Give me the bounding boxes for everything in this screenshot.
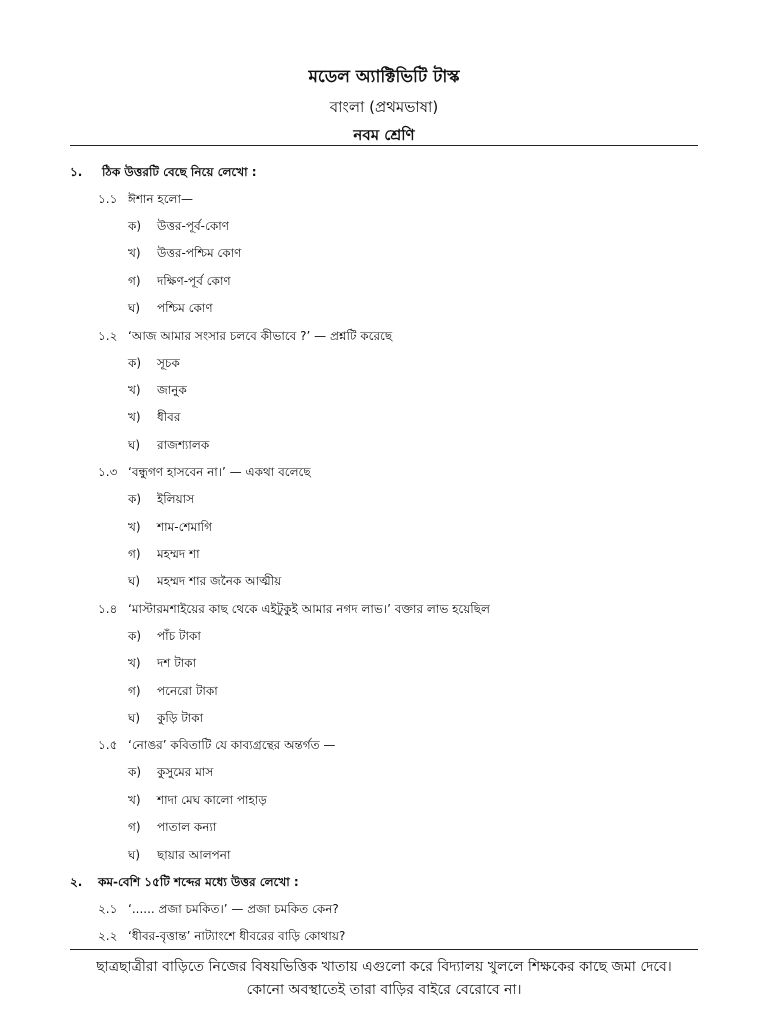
option-text: রাজশ্যালক xyxy=(157,437,210,452)
option-label: ক) xyxy=(128,628,142,643)
option-label: ঘ) xyxy=(128,437,141,452)
footer-line-1: ছাত্রছাত্রীরা বাড়িতে নিজের বিষয়ভিত্তিক খাতায় এগুলো করে বিদ্যালয় খুললে শিক্ষকের কাছে জমা দেবে। xyxy=(96,959,672,975)
header-divider xyxy=(70,145,698,146)
sub-question-number: ১.২ xyxy=(98,328,118,343)
option-text: সূচক xyxy=(157,355,180,370)
sub-question-number: ২.২ xyxy=(98,929,118,943)
sub-question-number: ১.১ xyxy=(98,192,118,206)
sub-question-text: ‘মাস্টারমশাইয়ের কাছ থেকে এইটুকুই আমার নগদ লাভ।’ বক্তার লাভ হয়েছিল xyxy=(128,601,490,616)
sub-question-number: ১.৫ xyxy=(98,738,118,753)
option-text: পাঁচ টাকা xyxy=(157,628,201,643)
class-subtitle: নবম শ্রেণি xyxy=(353,126,415,144)
option-label: ঘ) xyxy=(128,847,141,862)
question-1-number: ১. xyxy=(70,165,83,179)
option-label: ঘ) xyxy=(128,301,141,316)
option-text: পনেরো টাকা xyxy=(157,683,218,698)
option-text: পশ্চিম কোণ xyxy=(157,301,213,316)
sub-question-text: ঈশান হলো— xyxy=(128,192,193,206)
option-label: ক) xyxy=(128,355,142,370)
option-label: খ) xyxy=(128,383,141,397)
sub-question-number: ১.৪ xyxy=(98,601,118,616)
sub-question-text: ‘নোঙর’ কবিতাটি যে কাব্যগ্রন্থের অন্তর্গত — xyxy=(128,738,336,753)
question-1-instruction: ঠিক উত্তরটি বেছে নিয়ে লেখো : xyxy=(102,165,257,179)
option-label: ঘ) xyxy=(128,711,141,725)
subject-subtitle: বাংলা (প্রথমভাষা) xyxy=(329,98,439,116)
option-text: ধীবর xyxy=(157,410,181,425)
sub-question-number: ১.৩ xyxy=(98,465,118,480)
document-title: মডেল অ্যাক্টিভিটি টাস্ক xyxy=(308,67,460,87)
sub-question-number: ২.১ xyxy=(98,902,118,916)
option-text: জানুক xyxy=(157,383,187,397)
option-text: কুসুমের মাস xyxy=(157,765,214,780)
option-text: দশ টাকা xyxy=(157,656,197,671)
sub-question-text: ‘আজ আমার সংসার চলবে কীভাবে ?’ — প্রশ্নটি করেছে xyxy=(128,328,393,343)
option-text: শাদা মেঘ কালো পাহাড় xyxy=(157,792,267,807)
sub-question-text: ‘...... প্রজা চমকিত।’ — প্রজা চমকিত কেন? xyxy=(128,902,339,916)
option-text: উত্তর-পশ্চিম কোণ xyxy=(157,246,242,261)
option-text: দক্ষিণ-পূর্ব কোণ xyxy=(157,273,231,288)
option-label: ক) xyxy=(128,219,142,233)
option-label: গ) xyxy=(128,273,141,288)
option-label: খ) xyxy=(128,792,141,807)
option-text: ইলিয়াস xyxy=(157,492,195,507)
option-label: ক) xyxy=(128,492,142,507)
option-label: খ) xyxy=(128,410,141,425)
question-2-number: ২. xyxy=(70,875,83,889)
sub-question-text: ‘ধীবর-বৃত্তান্ত’ নাট্যাংশে ধীবরের বাড়ি কোথায়? xyxy=(128,929,346,943)
option-text: ছায়ার আলপনা xyxy=(157,847,231,862)
option-text: কুড়ি টাকা xyxy=(157,711,204,725)
option-label: গ) xyxy=(128,820,141,835)
question-2-instruction: কম-বেশি ১৫টি শব্দের মধ্যে উত্তর লেখো : xyxy=(98,875,299,889)
option-text: পাতাল কন্যা xyxy=(157,820,217,835)
option-label: খ) xyxy=(128,246,141,261)
option-label: খ) xyxy=(128,656,141,671)
footer-divider xyxy=(70,949,698,950)
footer-line-2: কোনো অবস্থাতেই তারা বাড়ির বাইরে বেরোবে না। xyxy=(246,982,522,998)
option-label: খ) xyxy=(128,519,141,534)
option-text: মহম্মদ শার জনৈক আত্মীয় xyxy=(157,574,282,589)
option-label: ক) xyxy=(128,765,142,780)
option-text: উত্তর-পূর্ব-কোণ xyxy=(157,219,230,233)
option-label: গ) xyxy=(128,547,141,561)
sub-question-text: ‘বন্ধুগণ হাসবেন না।’ — একথা বলেছে xyxy=(128,465,311,480)
option-text: শাম-শেমাগি xyxy=(157,519,212,534)
option-label: ঘ) xyxy=(128,574,141,589)
option-text: মহম্মদ শা xyxy=(157,547,200,561)
option-label: গ) xyxy=(128,683,141,698)
